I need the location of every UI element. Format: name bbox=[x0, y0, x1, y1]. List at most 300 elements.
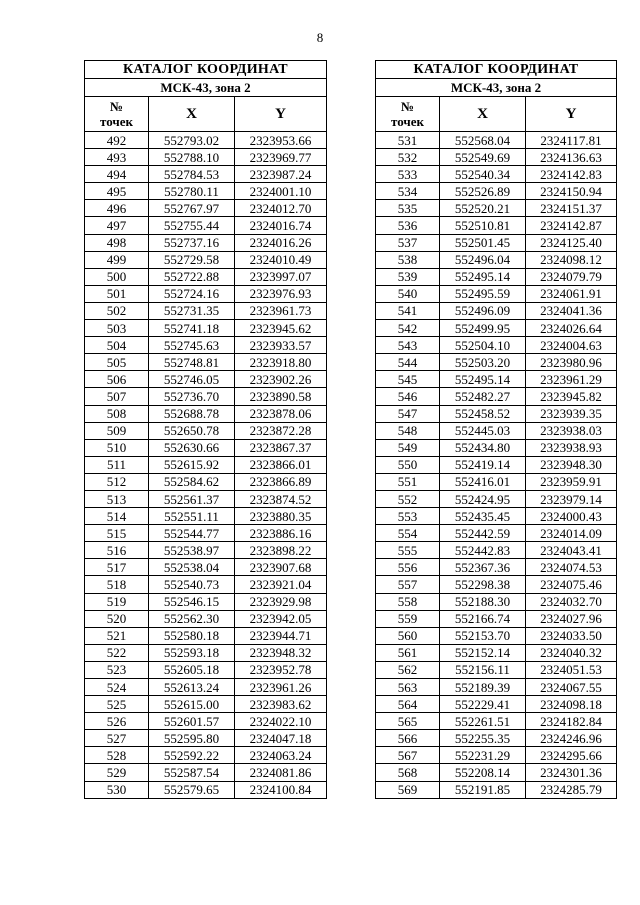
point-number-cell: 548 bbox=[376, 422, 440, 439]
table-row bbox=[376, 405, 617, 422]
point-number-cell: 537 bbox=[376, 234, 440, 251]
x-coordinate-cell: 552722.88 bbox=[149, 268, 235, 285]
y-coordinate-cell: 2324142.87 bbox=[526, 217, 617, 234]
y-coordinate-cell: 2323942.05 bbox=[235, 610, 327, 627]
y-coordinate-cell: 2324075.46 bbox=[526, 576, 617, 593]
y-coordinate-cell: 2324032.70 bbox=[526, 593, 617, 610]
x-coordinate-cell: 552442.83 bbox=[440, 542, 526, 559]
y-coordinate-cell: 2323976.93 bbox=[235, 285, 327, 302]
x-coordinate-cell: 552261.51 bbox=[440, 713, 526, 730]
table-row bbox=[376, 422, 617, 439]
table-row bbox=[376, 525, 617, 542]
x-coordinate-cell: 552579.65 bbox=[149, 781, 235, 798]
y-coordinate-cell: 2323874.52 bbox=[235, 490, 327, 507]
x-coordinate-cell: 552416.01 bbox=[440, 473, 526, 490]
x-coordinate-cell: 552601.57 bbox=[149, 713, 235, 730]
x-coordinate-cell: 552496.09 bbox=[440, 302, 526, 319]
point-number-cell: 558 bbox=[376, 593, 440, 610]
table-body-left bbox=[85, 132, 327, 799]
zone-label: МСК-43, зона 2 bbox=[85, 79, 327, 97]
point-number-cell: 565 bbox=[376, 713, 440, 730]
y-coordinate-cell: 2324117.81 bbox=[526, 132, 617, 149]
x-coordinate-cell: 552367.36 bbox=[440, 559, 526, 576]
table-row bbox=[376, 234, 617, 251]
x-coordinate-cell: 552592.22 bbox=[149, 747, 235, 764]
x-coordinate-cell: 552153.70 bbox=[440, 627, 526, 644]
table-row bbox=[376, 285, 617, 302]
y-coordinate-cell: 2323944.71 bbox=[235, 627, 327, 644]
x-coordinate-cell: 552630.66 bbox=[149, 439, 235, 456]
table-row bbox=[376, 627, 617, 644]
y-coordinate-cell: 2323890.58 bbox=[235, 388, 327, 405]
point-number-cell: 556 bbox=[376, 559, 440, 576]
x-coordinate-cell: 552737.16 bbox=[149, 234, 235, 251]
x-coordinate-cell: 552580.18 bbox=[149, 627, 235, 644]
table-row bbox=[376, 747, 617, 764]
point-number-cell: 517 bbox=[85, 559, 149, 576]
y-header: Y bbox=[526, 97, 617, 132]
x-coordinate-cell: 552152.14 bbox=[440, 644, 526, 661]
table-row bbox=[85, 320, 327, 337]
point-number-cell: 526 bbox=[85, 713, 149, 730]
y-coordinate-cell: 2324136.63 bbox=[526, 149, 617, 166]
table-row bbox=[85, 166, 327, 183]
point-number-cell: 559 bbox=[376, 610, 440, 627]
table-row bbox=[85, 371, 327, 388]
point-number-cell: 561 bbox=[376, 644, 440, 661]
table-row bbox=[376, 337, 617, 354]
x-coordinate-cell: 552229.41 bbox=[440, 696, 526, 713]
y-coordinate-cell: 2323997.07 bbox=[235, 268, 327, 285]
y-coordinate-cell: 2324014.09 bbox=[526, 525, 617, 542]
point-number-cell: 528 bbox=[85, 747, 149, 764]
point-number-cell: 540 bbox=[376, 285, 440, 302]
point-number-cell: 552 bbox=[376, 490, 440, 507]
y-coordinate-cell: 2324142.83 bbox=[526, 166, 617, 183]
point-number-cell: 532 bbox=[376, 149, 440, 166]
table-row bbox=[85, 781, 327, 798]
y-coordinate-cell: 2323929.98 bbox=[235, 593, 327, 610]
point-number-cell: 529 bbox=[85, 764, 149, 781]
x-coordinate-cell: 552434.80 bbox=[440, 439, 526, 456]
point-number-cell: 530 bbox=[85, 781, 149, 798]
x-coordinate-cell: 552788.10 bbox=[149, 149, 235, 166]
point-number-cell: 539 bbox=[376, 268, 440, 285]
point-number-cell: 519 bbox=[85, 593, 149, 610]
table-row bbox=[376, 781, 617, 798]
table-row bbox=[376, 593, 617, 610]
table-row bbox=[376, 268, 617, 285]
y-coordinate-cell: 2324098.12 bbox=[526, 251, 617, 268]
table-row bbox=[376, 251, 617, 268]
table-row bbox=[85, 559, 327, 576]
point-number-cell: 503 bbox=[85, 320, 149, 337]
table-row bbox=[85, 525, 327, 542]
point-number-cell: 500 bbox=[85, 268, 149, 285]
x-coordinate-cell: 552544.77 bbox=[149, 525, 235, 542]
table-row bbox=[85, 593, 327, 610]
x-header: X bbox=[440, 97, 526, 132]
table-row bbox=[85, 627, 327, 644]
table-row bbox=[376, 132, 617, 149]
table-row bbox=[376, 576, 617, 593]
table-row bbox=[376, 559, 617, 576]
table-row bbox=[85, 764, 327, 781]
table-row bbox=[85, 610, 327, 627]
y-coordinate-cell: 2323867.37 bbox=[235, 439, 327, 456]
x-coordinate-cell: 552736.70 bbox=[149, 388, 235, 405]
x-coordinate-cell: 552503.20 bbox=[440, 354, 526, 371]
y-coordinate-cell: 2324151.37 bbox=[526, 200, 617, 217]
x-coordinate-cell: 552166.74 bbox=[440, 610, 526, 627]
x-coordinate-cell: 552546.15 bbox=[149, 593, 235, 610]
y-coordinate-cell: 2323948.30 bbox=[526, 456, 617, 473]
y-coordinate-cell: 2323898.22 bbox=[235, 542, 327, 559]
y-coordinate-cell: 2324301.36 bbox=[526, 764, 617, 781]
y-coordinate-cell: 2324295.66 bbox=[526, 747, 617, 764]
point-number-cell: 546 bbox=[376, 388, 440, 405]
point-number-cell: 553 bbox=[376, 508, 440, 525]
x-coordinate-cell: 552540.73 bbox=[149, 576, 235, 593]
table-row bbox=[85, 473, 327, 490]
x-coordinate-cell: 552231.29 bbox=[440, 747, 526, 764]
table-row bbox=[376, 320, 617, 337]
x-coordinate-cell: 552755.44 bbox=[149, 217, 235, 234]
table-row bbox=[85, 508, 327, 525]
y-coordinate-cell: 2323880.35 bbox=[235, 508, 327, 525]
x-coordinate-cell: 552562.30 bbox=[149, 610, 235, 627]
point-number-cell: 521 bbox=[85, 627, 149, 644]
point-number-cell: 494 bbox=[85, 166, 149, 183]
x-coordinate-cell: 552504.10 bbox=[440, 337, 526, 354]
x-coordinate-cell: 552724.16 bbox=[149, 285, 235, 302]
table-row bbox=[376, 354, 617, 371]
x-coordinate-cell: 552156.11 bbox=[440, 661, 526, 678]
x-coordinate-cell: 552495.14 bbox=[440, 371, 526, 388]
table-row bbox=[85, 456, 327, 473]
y-coordinate-cell: 2323938.93 bbox=[526, 439, 617, 456]
x-coordinate-cell: 552767.97 bbox=[149, 200, 235, 217]
point-number-cell: 534 bbox=[376, 183, 440, 200]
y-coordinate-cell: 2324067.55 bbox=[526, 679, 617, 696]
y-coordinate-cell: 2324100.84 bbox=[235, 781, 327, 798]
x-coordinate-cell: 552540.34 bbox=[440, 166, 526, 183]
x-coordinate-cell: 552189.39 bbox=[440, 679, 526, 696]
table-row bbox=[376, 371, 617, 388]
x-coordinate-cell: 552741.18 bbox=[149, 320, 235, 337]
point-number-cell: 520 bbox=[85, 610, 149, 627]
y-coordinate-cell: 2324061.91 bbox=[526, 285, 617, 302]
table-row bbox=[85, 251, 327, 268]
y-coordinate-cell: 2323872.28 bbox=[235, 422, 327, 439]
x-coordinate-cell: 552729.58 bbox=[149, 251, 235, 268]
x-coordinate-cell: 552568.04 bbox=[440, 132, 526, 149]
y-coordinate-cell: 2323886.16 bbox=[235, 525, 327, 542]
x-coordinate-cell: 552593.18 bbox=[149, 644, 235, 661]
points-word: точек bbox=[100, 114, 133, 129]
page-number: 8 bbox=[316, 30, 324, 45]
x-coordinate-cell: 552495.14 bbox=[440, 268, 526, 285]
table-row bbox=[376, 200, 617, 217]
point-number-cell: 543 bbox=[376, 337, 440, 354]
x-coordinate-cell: 552561.37 bbox=[149, 490, 235, 507]
x-coordinate-cell: 552746.05 bbox=[149, 371, 235, 388]
point-number-cell: 525 bbox=[85, 696, 149, 713]
x-coordinate-cell: 552538.04 bbox=[149, 559, 235, 576]
point-number-header bbox=[85, 97, 149, 132]
y-coordinate-cell: 2324081.86 bbox=[235, 764, 327, 781]
y-coordinate-cell: 2323918.80 bbox=[235, 354, 327, 371]
y-coordinate-cell: 2324012.70 bbox=[235, 200, 327, 217]
point-number-cell: 504 bbox=[85, 337, 149, 354]
table-row bbox=[85, 302, 327, 319]
point-number-cell: 515 bbox=[85, 525, 149, 542]
table-row bbox=[85, 576, 327, 593]
point-number-cell: 514 bbox=[85, 508, 149, 525]
y-coordinate-cell: 2323945.82 bbox=[526, 388, 617, 405]
x-coordinate-cell: 552191.85 bbox=[440, 781, 526, 798]
y-coordinate-cell: 2324098.18 bbox=[526, 696, 617, 713]
y-coordinate-cell: 2323921.04 bbox=[235, 576, 327, 593]
table-row bbox=[376, 183, 617, 200]
point-number-cell: 498 bbox=[85, 234, 149, 251]
x-coordinate-cell: 552551.11 bbox=[149, 508, 235, 525]
x-coordinate-cell: 552496.04 bbox=[440, 251, 526, 268]
y-coordinate-cell: 2324285.79 bbox=[526, 781, 617, 798]
point-number-cell: 531 bbox=[376, 132, 440, 149]
point-number-header bbox=[376, 97, 440, 132]
y-coordinate-cell: 2323969.77 bbox=[235, 149, 327, 166]
point-number-cell: 568 bbox=[376, 764, 440, 781]
point-number-cell: 493 bbox=[85, 149, 149, 166]
table-row bbox=[85, 405, 327, 422]
y-coordinate-cell: 2324043.41 bbox=[526, 542, 617, 559]
y-coordinate-cell: 2323952.78 bbox=[235, 661, 327, 678]
x-coordinate-cell: 552298.38 bbox=[440, 576, 526, 593]
table-row bbox=[85, 661, 327, 678]
table-row bbox=[376, 696, 617, 713]
table-row bbox=[376, 456, 617, 473]
y-coordinate-cell: 2324016.74 bbox=[235, 217, 327, 234]
zone-label: МСК-43, зона 2 bbox=[376, 79, 617, 97]
table-row bbox=[85, 337, 327, 354]
x-coordinate-cell: 552419.14 bbox=[440, 456, 526, 473]
point-number-cell: 563 bbox=[376, 679, 440, 696]
table-row bbox=[376, 388, 617, 405]
x-coordinate-cell: 552442.59 bbox=[440, 525, 526, 542]
table-row bbox=[85, 183, 327, 200]
number-sign: № bbox=[400, 99, 415, 114]
point-number-cell: 545 bbox=[376, 371, 440, 388]
y-coordinate-cell: 2324033.50 bbox=[526, 627, 617, 644]
y-coordinate-cell: 2324010.49 bbox=[235, 251, 327, 268]
x-coordinate-cell: 552784.53 bbox=[149, 166, 235, 183]
coordinate-table-right bbox=[375, 60, 617, 799]
point-number-cell: 508 bbox=[85, 405, 149, 422]
y-coordinate-cell: 2323933.57 bbox=[235, 337, 327, 354]
x-coordinate-cell: 552731.35 bbox=[149, 302, 235, 319]
table-row bbox=[85, 217, 327, 234]
table-row bbox=[376, 610, 617, 627]
points-word: точек bbox=[391, 114, 424, 129]
x-coordinate-cell: 552745.63 bbox=[149, 337, 235, 354]
table-row bbox=[85, 234, 327, 251]
point-number-cell: 497 bbox=[85, 217, 149, 234]
point-number-cell: 544 bbox=[376, 354, 440, 371]
y-coordinate-cell: 2323945.62 bbox=[235, 320, 327, 337]
y-coordinate-cell: 2323987.24 bbox=[235, 166, 327, 183]
x-coordinate-cell: 552458.52 bbox=[440, 405, 526, 422]
x-coordinate-cell: 552780.11 bbox=[149, 183, 235, 200]
table-row bbox=[376, 644, 617, 661]
x-coordinate-cell: 552688.78 bbox=[149, 405, 235, 422]
point-number-cell: 501 bbox=[85, 285, 149, 302]
y-coordinate-cell: 2324182.84 bbox=[526, 713, 617, 730]
y-coordinate-cell: 2324001.10 bbox=[235, 183, 327, 200]
point-number-cell: 524 bbox=[85, 679, 149, 696]
x-coordinate-cell: 552501.45 bbox=[440, 234, 526, 251]
point-number-cell: 557 bbox=[376, 576, 440, 593]
y-coordinate-cell: 2324004.63 bbox=[526, 337, 617, 354]
point-number-cell: 569 bbox=[376, 781, 440, 798]
x-coordinate-cell: 552520.21 bbox=[440, 200, 526, 217]
point-number-cell: 550 bbox=[376, 456, 440, 473]
x-coordinate-cell: 552605.18 bbox=[149, 661, 235, 678]
point-number-cell: 492 bbox=[85, 132, 149, 149]
x-coordinate-cell: 552188.30 bbox=[440, 593, 526, 610]
point-number-cell: 542 bbox=[376, 320, 440, 337]
point-number-cell: 547 bbox=[376, 405, 440, 422]
y-coordinate-cell: 2323878.06 bbox=[235, 405, 327, 422]
y-coordinate-cell: 2323948.32 bbox=[235, 644, 327, 661]
point-number-cell: 567 bbox=[376, 747, 440, 764]
point-number-cell: 499 bbox=[85, 251, 149, 268]
point-number-cell: 495 bbox=[85, 183, 149, 200]
x-coordinate-cell: 552650.78 bbox=[149, 422, 235, 439]
x-coordinate-cell: 552538.97 bbox=[149, 542, 235, 559]
x-coordinate-cell: 552445.03 bbox=[440, 422, 526, 439]
point-number-cell: 513 bbox=[85, 490, 149, 507]
x-coordinate-cell: 552613.24 bbox=[149, 679, 235, 696]
table-row bbox=[85, 679, 327, 696]
table-row bbox=[85, 747, 327, 764]
point-number-cell: 549 bbox=[376, 439, 440, 456]
x-coordinate-cell: 552615.00 bbox=[149, 696, 235, 713]
y-coordinate-cell: 2324041.36 bbox=[526, 302, 617, 319]
x-coordinate-cell: 552526.89 bbox=[440, 183, 526, 200]
table-row bbox=[376, 542, 617, 559]
table-row bbox=[376, 764, 617, 781]
x-coordinate-cell: 552595.80 bbox=[149, 730, 235, 747]
table-body-right bbox=[376, 132, 617, 799]
point-number-cell: 533 bbox=[376, 166, 440, 183]
table-row bbox=[376, 679, 617, 696]
y-coordinate-cell: 2324063.24 bbox=[235, 747, 327, 764]
y-coordinate-cell: 2324026.64 bbox=[526, 320, 617, 337]
x-coordinate-cell: 552255.35 bbox=[440, 730, 526, 747]
y-coordinate-cell: 2324246.96 bbox=[526, 730, 617, 747]
y-coordinate-cell: 2324047.18 bbox=[235, 730, 327, 747]
x-coordinate-cell: 552584.62 bbox=[149, 473, 235, 490]
point-number-cell: 562 bbox=[376, 661, 440, 678]
point-number-cell: 507 bbox=[85, 388, 149, 405]
table-row bbox=[85, 285, 327, 302]
point-number-cell: 551 bbox=[376, 473, 440, 490]
point-number-cell: 509 bbox=[85, 422, 149, 439]
x-coordinate-cell: 552793.02 bbox=[149, 132, 235, 149]
table-row bbox=[376, 473, 617, 490]
y-coordinate-cell: 2324079.79 bbox=[526, 268, 617, 285]
catalog-title: КАТАЛОГ КООРДИНАТ bbox=[376, 61, 617, 79]
point-number-cell: 522 bbox=[85, 644, 149, 661]
point-number-cell: 536 bbox=[376, 217, 440, 234]
table-row bbox=[85, 354, 327, 371]
number-sign: № bbox=[109, 99, 124, 114]
point-number-cell: 538 bbox=[376, 251, 440, 268]
point-number-cell: 554 bbox=[376, 525, 440, 542]
y-coordinate-cell: 2323959.91 bbox=[526, 473, 617, 490]
x-coordinate-cell: 552482.27 bbox=[440, 388, 526, 405]
table-row bbox=[376, 149, 617, 166]
x-coordinate-cell: 552208.14 bbox=[440, 764, 526, 781]
y-coordinate-cell: 2323961.29 bbox=[526, 371, 617, 388]
y-coordinate-cell: 2324022.10 bbox=[235, 713, 327, 730]
y-coordinate-cell: 2324016.26 bbox=[235, 234, 327, 251]
table-row bbox=[85, 200, 327, 217]
table-row bbox=[85, 388, 327, 405]
y-coordinate-cell: 2324150.94 bbox=[526, 183, 617, 200]
table-row bbox=[85, 422, 327, 439]
point-number-cell: 518 bbox=[85, 576, 149, 593]
table-row bbox=[376, 302, 617, 319]
y-coordinate-cell: 2323866.01 bbox=[235, 456, 327, 473]
y-coordinate-cell: 2323961.26 bbox=[235, 679, 327, 696]
x-header: X bbox=[149, 97, 235, 132]
y-coordinate-cell: 2323938.03 bbox=[526, 422, 617, 439]
table-row bbox=[85, 132, 327, 149]
table-row bbox=[376, 217, 617, 234]
table-row bbox=[376, 661, 617, 678]
point-number-cell: 511 bbox=[85, 456, 149, 473]
x-coordinate-cell: 552748.81 bbox=[149, 354, 235, 371]
y-coordinate-cell: 2324027.96 bbox=[526, 610, 617, 627]
point-number-cell: 527 bbox=[85, 730, 149, 747]
point-number-cell: 523 bbox=[85, 661, 149, 678]
x-coordinate-cell: 552615.92 bbox=[149, 456, 235, 473]
point-number-cell: 564 bbox=[376, 696, 440, 713]
coordinate-table-left bbox=[84, 60, 327, 799]
y-coordinate-cell: 2323979.14 bbox=[526, 490, 617, 507]
point-number-cell: 506 bbox=[85, 371, 149, 388]
catalog-title: КАТАЛОГ КООРДИНАТ bbox=[85, 61, 327, 79]
y-coordinate-cell: 2323980.96 bbox=[526, 354, 617, 371]
y-coordinate-cell: 2324000.43 bbox=[526, 508, 617, 525]
y-coordinate-cell: 2323953.66 bbox=[235, 132, 327, 149]
point-number-cell: 566 bbox=[376, 730, 440, 747]
y-coordinate-cell: 2323866.89 bbox=[235, 473, 327, 490]
point-number-cell: 510 bbox=[85, 439, 149, 456]
point-number-cell: 496 bbox=[85, 200, 149, 217]
point-number-cell: 512 bbox=[85, 473, 149, 490]
table-row bbox=[376, 166, 617, 183]
x-coordinate-cell: 552549.69 bbox=[440, 149, 526, 166]
table-row bbox=[85, 730, 327, 747]
table-row bbox=[376, 490, 617, 507]
table-row bbox=[85, 439, 327, 456]
y-coordinate-cell: 2323902.26 bbox=[235, 371, 327, 388]
x-coordinate-cell: 552510.81 bbox=[440, 217, 526, 234]
table-row bbox=[85, 149, 327, 166]
